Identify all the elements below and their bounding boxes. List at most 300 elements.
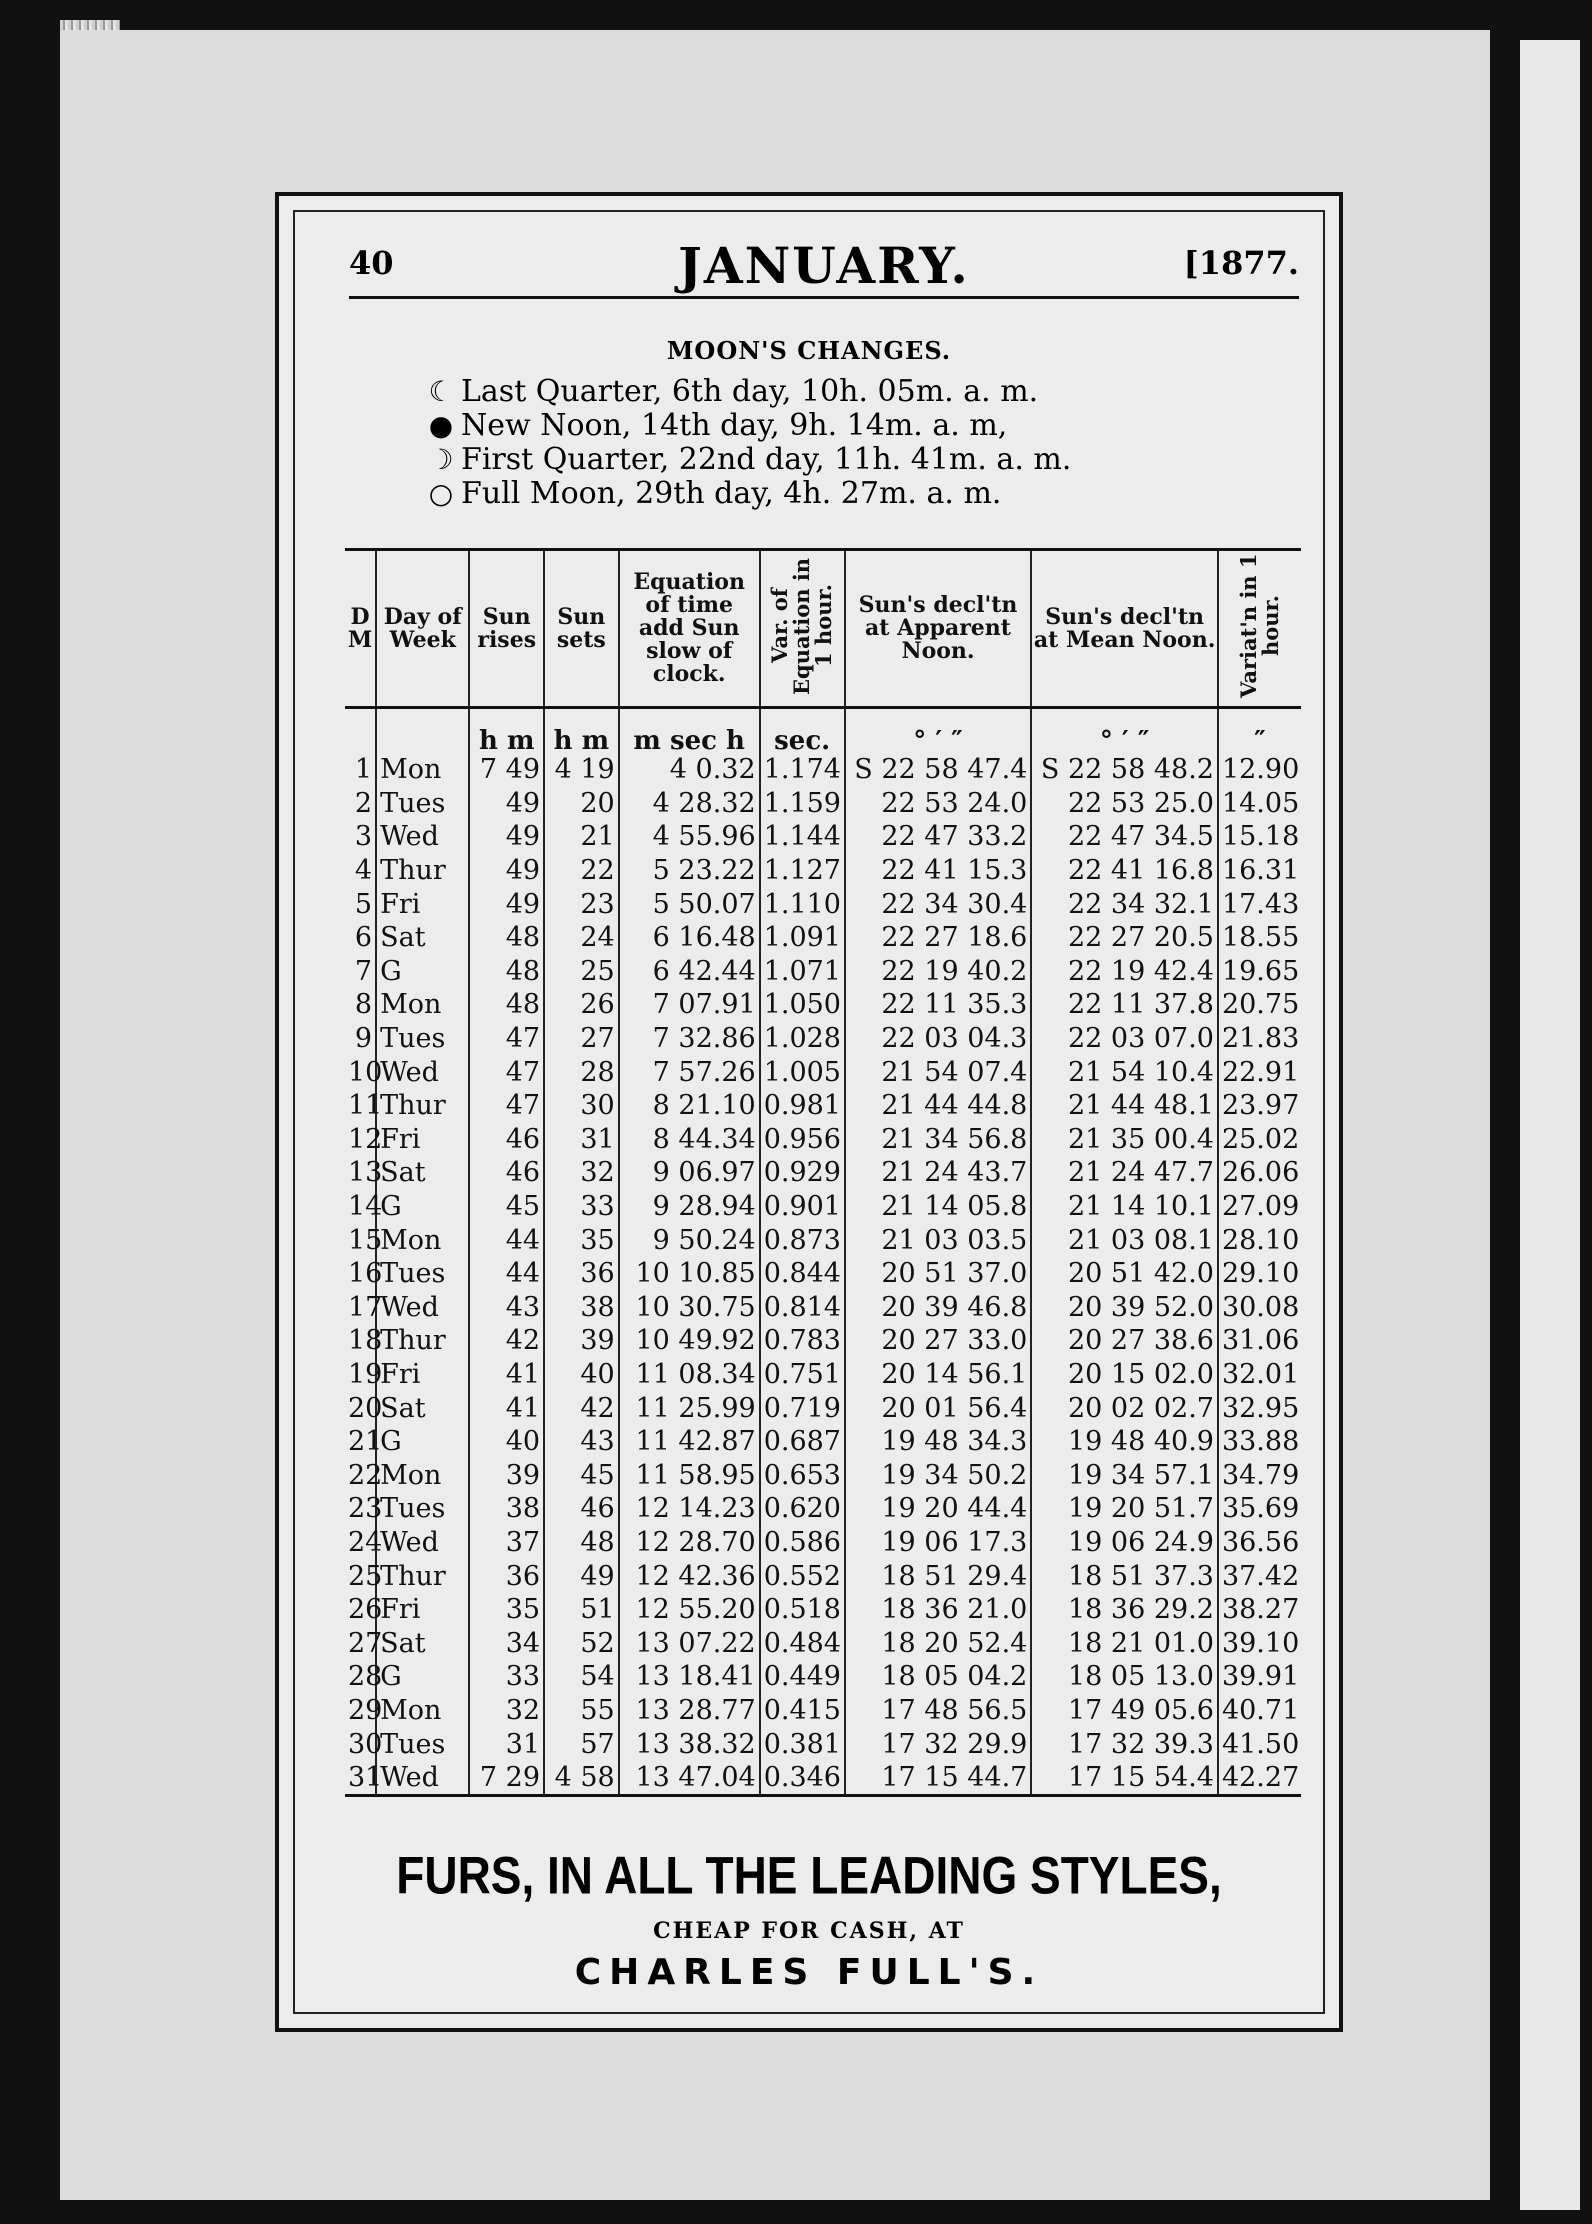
cell-decl-apparent-noon: 19 48 34.3 xyxy=(845,1425,1032,1459)
cell-equation-of-time: 12 55.20 xyxy=(619,1593,760,1627)
cell-day-of-week: G xyxy=(376,955,469,989)
cell-sun-rises: 46 xyxy=(469,1156,544,1190)
cell-decl-mean-noon: 18 05 13.0 xyxy=(1031,1660,1218,1694)
cell-sun-sets: 35 xyxy=(544,1223,619,1257)
cell-day-of-month: 14 xyxy=(348,1191,383,1223)
cell-equation-of-time: 13 28.77 xyxy=(619,1694,760,1728)
cell-var-equation: 0.449 xyxy=(760,1660,845,1694)
cell-day-of-month: 8 xyxy=(354,989,373,1021)
table-row xyxy=(345,1089,1301,1123)
cell-var-equation: 0.518 xyxy=(760,1593,845,1627)
cell-decl-apparent-noon: S 22 58 47.4 xyxy=(845,753,1032,787)
cell-sun-rises: 45 xyxy=(469,1190,544,1224)
cell-var-equation: 1.071 xyxy=(760,955,845,989)
cell-sun-sets: 55 xyxy=(544,1694,619,1728)
cell-equation-of-time: 13 18.41 xyxy=(619,1660,760,1694)
cell-sun-rises: 32 xyxy=(469,1694,544,1728)
cell-var-equation: 0.552 xyxy=(760,1559,845,1593)
cell-day-of-week: Mon xyxy=(376,753,469,787)
cell-variation-hour: 38.27 xyxy=(1218,1593,1301,1627)
cell-var-equation: 0.586 xyxy=(760,1526,845,1560)
cell-day-of-week: Wed xyxy=(376,820,469,854)
cell-decl-apparent-noon: 22 19 40.2 xyxy=(845,955,1032,989)
full-moon-icon: ○ xyxy=(428,476,454,510)
cell-decl-apparent-noon: 17 15 44.7 xyxy=(845,1761,1032,1796)
cell-sun-rises: 38 xyxy=(469,1492,544,1526)
cell-sun-rises: 49 xyxy=(469,820,544,854)
cell-day-of-week: Fri xyxy=(376,1123,469,1157)
cell-equation-of-time: 7 07.91 xyxy=(619,988,760,1022)
table-row xyxy=(345,1055,1301,1089)
cell-variation-hour: 27.09 xyxy=(1218,1190,1301,1224)
cell-sun-rises: 40 xyxy=(469,1425,544,1459)
cell-equation-of-time: 7 32.86 xyxy=(619,1022,760,1056)
cell-decl-apparent-noon: 17 32 29.9 xyxy=(845,1727,1032,1761)
cell-decl-apparent-noon: 21 14 05.8 xyxy=(845,1190,1032,1224)
cell-equation-of-time: 6 16.48 xyxy=(619,921,760,955)
cell-day-of-week: Fri xyxy=(376,1358,469,1392)
cell-day-of-month: 5 xyxy=(354,888,373,920)
cell-var-equation: 1.005 xyxy=(760,1055,845,1089)
cell-decl-mean-noon: 21 35 00.4 xyxy=(1031,1123,1218,1157)
cell-equation-of-time: 5 23.22 xyxy=(619,854,760,888)
cell-decl-apparent-noon: 20 01 56.4 xyxy=(845,1391,1032,1425)
cell-sun-sets: 28 xyxy=(544,1055,619,1089)
cell-decl-mean-noon: 17 15 54.4 xyxy=(1031,1761,1218,1796)
cell-sun-sets: 51 xyxy=(544,1593,619,1627)
cell-sun-rises: 42 xyxy=(469,1324,544,1358)
cell-sun-rises: 47 xyxy=(469,1089,544,1123)
cell-sun-sets: 23 xyxy=(544,887,619,921)
cell-sun-rises: 31 xyxy=(469,1727,544,1761)
cell-var-equation: 1.091 xyxy=(760,921,845,955)
page-number: 40 xyxy=(349,244,394,282)
unit-mean: ° ′ ″ xyxy=(1031,708,1218,754)
cell-day-of-month: 6 xyxy=(354,922,373,954)
cell-variation-hour: 25.02 xyxy=(1218,1123,1301,1157)
cell-day-of-week: Tues xyxy=(376,1492,469,1526)
cell-equation-of-time: 8 21.10 xyxy=(619,1089,760,1123)
cell-equation-of-time: 6 42.44 xyxy=(619,955,760,989)
cell-sun-rises: 48 xyxy=(469,955,544,989)
cell-decl-mean-noon: 20 02 02.7 xyxy=(1031,1391,1218,1425)
cell-sun-sets: 26 xyxy=(544,988,619,1022)
cell-day-of-month: 30 xyxy=(348,1728,383,1760)
cell-sun-rises: 36 xyxy=(469,1559,544,1593)
cell-sun-sets: 43 xyxy=(544,1425,619,1459)
cell-day-of-week: Thur xyxy=(376,1324,469,1358)
table-row xyxy=(345,1358,1301,1392)
cell-day-of-month: 25 xyxy=(348,1560,383,1592)
cell-day-of-week: Mon xyxy=(376,1223,469,1257)
cell-sun-rises: 49 xyxy=(469,887,544,921)
cell-variation-hour: 22.91 xyxy=(1218,1055,1301,1089)
almanac-frame xyxy=(275,192,1343,2032)
unit-variat: ″ xyxy=(1218,708,1301,754)
cell-sun-rises: 35 xyxy=(469,1593,544,1627)
table-row xyxy=(345,1727,1301,1761)
cell-sun-sets: 39 xyxy=(544,1324,619,1358)
cell-equation-of-time: 8 44.34 xyxy=(619,1123,760,1157)
cell-variation-hour: 30.08 xyxy=(1218,1291,1301,1325)
cell-var-equation: 1.159 xyxy=(760,787,845,821)
unit-var: sec. xyxy=(760,708,845,754)
table-row xyxy=(345,887,1301,921)
cell-day-of-week: Tues xyxy=(376,787,469,821)
unit-rises: h m xyxy=(469,708,544,754)
moon-phase-item xyxy=(421,408,1071,442)
cell-day-of-month: 27 xyxy=(348,1627,383,1659)
cell-decl-apparent-noon: 21 34 56.8 xyxy=(845,1123,1032,1157)
cell-decl-mean-noon: 18 51 37.3 xyxy=(1031,1559,1218,1593)
cell-decl-apparent-noon: 22 34 30.4 xyxy=(845,887,1032,921)
cell-var-equation: 1.110 xyxy=(760,887,845,921)
col-header-sets: Sun sets xyxy=(544,550,619,708)
cell-sun-rises: 48 xyxy=(469,988,544,1022)
cell-day-of-week: Tues xyxy=(376,1022,469,1056)
cell-decl-apparent-noon: 22 27 18.6 xyxy=(845,921,1032,955)
cell-decl-mean-noon: 21 44 48.1 xyxy=(1031,1089,1218,1123)
cell-sun-rises: 49 xyxy=(469,854,544,888)
cell-decl-mean-noon: 18 36 29.2 xyxy=(1031,1593,1218,1627)
moon-phase-text: Last Quarter, 6th day, 10h. 05m. a. m. xyxy=(461,373,1039,409)
cell-var-equation: 1.028 xyxy=(760,1022,845,1056)
cell-equation-of-time: 12 42.36 xyxy=(619,1559,760,1593)
cell-day-of-month: 13 xyxy=(348,1157,383,1189)
cell-variation-hour: 26.06 xyxy=(1218,1156,1301,1190)
cell-decl-apparent-noon: 17 48 56.5 xyxy=(845,1694,1032,1728)
cell-decl-mean-noon: 20 15 02.0 xyxy=(1031,1358,1218,1392)
cell-equation-of-time: 9 06.97 xyxy=(619,1156,760,1190)
cell-decl-mean-noon: 22 03 07.0 xyxy=(1031,1022,1218,1056)
cell-equation-of-time: 7 57.26 xyxy=(619,1055,760,1089)
table-row xyxy=(345,753,1301,787)
cell-decl-apparent-noon: 20 39 46.8 xyxy=(845,1291,1032,1325)
cell-sun-sets: 38 xyxy=(544,1291,619,1325)
cell-sun-sets: 20 xyxy=(544,787,619,821)
col-header-rises: Sun rises xyxy=(469,550,544,708)
table-row xyxy=(345,955,1301,989)
cell-var-equation: 0.346 xyxy=(760,1761,845,1796)
cell-decl-mean-noon: 22 27 20.5 xyxy=(1031,921,1218,955)
cell-sun-sets: 30 xyxy=(544,1089,619,1123)
cell-var-equation: 0.901 xyxy=(760,1190,845,1224)
cell-day-of-week: Thur xyxy=(376,854,469,888)
cell-sun-sets: 32 xyxy=(544,1156,619,1190)
cell-day-of-month: 10 xyxy=(348,1056,383,1088)
col-header-dm: D M xyxy=(345,550,376,708)
cell-variation-hour: 42.27 xyxy=(1218,1761,1301,1796)
cell-decl-apparent-noon: 22 47 33.2 xyxy=(845,820,1032,854)
cell-decl-mean-noon: 20 51 42.0 xyxy=(1031,1257,1218,1291)
col-header-variat: Variat'n in 1 hour. xyxy=(1235,553,1283,699)
cell-var-equation: 1.050 xyxy=(760,988,845,1022)
cell-variation-hour: 39.10 xyxy=(1218,1626,1301,1660)
cell-sun-sets: 48 xyxy=(544,1526,619,1560)
cell-decl-mean-noon: 21 54 10.4 xyxy=(1031,1055,1218,1089)
cell-sun-sets: 57 xyxy=(544,1727,619,1761)
table-row xyxy=(345,1391,1301,1425)
ad-headline: FURS, IN ALL THE LEADING STYLES, xyxy=(396,1845,1222,1905)
cell-variation-hour: 17.43 xyxy=(1218,887,1301,921)
page-title: JANUARY. xyxy=(678,236,970,295)
cell-sun-sets: 54 xyxy=(544,1660,619,1694)
cell-variation-hour: 20.75 xyxy=(1218,988,1301,1022)
cell-day-of-week: G xyxy=(376,1190,469,1224)
cell-variation-hour: 31.06 xyxy=(1218,1324,1301,1358)
cell-equation-of-time: 10 30.75 xyxy=(619,1291,760,1325)
table-row xyxy=(345,820,1301,854)
unit-equation: m sec h xyxy=(619,708,760,754)
cell-decl-apparent-noon: 18 20 52.4 xyxy=(845,1626,1032,1660)
cell-sun-sets: 4 19 xyxy=(544,753,619,787)
cell-variation-hour: 40.71 xyxy=(1218,1694,1301,1728)
moon-phase-text: New Noon, 14th day, 9h. 14m. a. m, xyxy=(461,407,1008,443)
cell-decl-apparent-noon: 21 24 43.7 xyxy=(845,1156,1032,1190)
moon-phase-text: First Quarter, 22nd day, 11h. 41m. a. m. xyxy=(461,441,1072,477)
cell-variation-hour: 33.88 xyxy=(1218,1425,1301,1459)
cell-day-of-month: 1 xyxy=(354,754,373,786)
cell-day-of-week: G xyxy=(376,1425,469,1459)
cell-equation-of-time: 13 47.04 xyxy=(619,1761,760,1796)
cell-equation-of-time: 11 25.99 xyxy=(619,1391,760,1425)
cell-equation-of-time: 4 55.96 xyxy=(619,820,760,854)
cell-equation-of-time: 11 42.87 xyxy=(619,1425,760,1459)
cell-day-of-week: Sat xyxy=(376,921,469,955)
cell-variation-hour: 41.50 xyxy=(1218,1727,1301,1761)
cell-decl-mean-noon: S 22 58 48.2 xyxy=(1031,753,1218,787)
cell-var-equation: 0.929 xyxy=(760,1156,845,1190)
cell-day-of-week: Mon xyxy=(376,1458,469,1492)
cell-decl-apparent-noon: 22 41 15.3 xyxy=(845,854,1032,888)
cell-day-of-month: 20 xyxy=(348,1392,383,1424)
cell-sun-rises: 37 xyxy=(469,1526,544,1560)
cell-decl-apparent-noon: 19 20 44.4 xyxy=(845,1492,1032,1526)
year-label: [1877. xyxy=(1183,244,1299,282)
cell-day-of-month: 23 xyxy=(348,1493,383,1525)
cell-sun-sets: 46 xyxy=(544,1492,619,1526)
cell-day-of-month: 4 xyxy=(354,855,373,887)
cell-sun-sets: 45 xyxy=(544,1458,619,1492)
cell-day-of-month: 9 xyxy=(354,1023,373,1055)
cell-sun-rises: 33 xyxy=(469,1660,544,1694)
cell-day-of-week: Mon xyxy=(376,988,469,1022)
cell-day-of-month: 21 xyxy=(348,1426,383,1458)
cell-decl-apparent-noon: 18 05 04.2 xyxy=(845,1660,1032,1694)
cell-sun-sets: 33 xyxy=(544,1190,619,1224)
cell-sun-sets: 52 xyxy=(544,1626,619,1660)
table-row xyxy=(345,988,1301,1022)
cell-day-of-week: Tues xyxy=(376,1727,469,1761)
cell-day-of-week: Wed xyxy=(376,1761,469,1796)
cell-variation-hour: 21.83 xyxy=(1218,1022,1301,1056)
cell-decl-apparent-noon: 21 54 07.4 xyxy=(845,1055,1032,1089)
table-row xyxy=(345,1425,1301,1459)
cell-sun-rises: 46 xyxy=(469,1123,544,1157)
cell-day-of-month: 12 xyxy=(348,1123,383,1155)
table-row xyxy=(345,1223,1301,1257)
moon-phase-item xyxy=(421,476,1071,510)
cell-day-of-month: 15 xyxy=(348,1224,383,1256)
cell-day-of-month: 24 xyxy=(348,1526,383,1558)
cell-equation-of-time: 4 28.32 xyxy=(619,787,760,821)
cell-day-of-month: 11 xyxy=(348,1090,383,1122)
cell-sun-sets: 22 xyxy=(544,854,619,888)
cell-var-equation: 0.484 xyxy=(760,1626,845,1660)
moon-phases-list xyxy=(421,374,1071,510)
cell-day-of-month: 28 xyxy=(348,1661,383,1693)
cell-variation-hour: 32.01 xyxy=(1218,1358,1301,1392)
table-row xyxy=(345,921,1301,955)
cell-decl-mean-noon: 22 41 16.8 xyxy=(1031,854,1218,888)
page-header xyxy=(349,236,1299,299)
cell-sun-sets: 31 xyxy=(544,1123,619,1157)
cell-day-of-week: Sat xyxy=(376,1156,469,1190)
table-row xyxy=(345,1694,1301,1728)
col-header-var: Var. of Equation in 1 hour. xyxy=(767,557,837,695)
cell-equation-of-time: 4 0.32 xyxy=(619,753,760,787)
table-row xyxy=(345,854,1301,888)
cell-var-equation: 0.415 xyxy=(760,1694,845,1728)
cell-variation-hour: 16.31 xyxy=(1218,854,1301,888)
cell-sun-rises: 41 xyxy=(469,1391,544,1425)
cell-equation-of-time: 5 50.07 xyxy=(619,887,760,921)
cell-decl-mean-noon: 22 19 42.4 xyxy=(1031,955,1218,989)
table-row xyxy=(345,1190,1301,1224)
cell-sun-sets: 40 xyxy=(544,1358,619,1392)
table-row xyxy=(345,1156,1301,1190)
cell-sun-sets: 27 xyxy=(544,1022,619,1056)
cell-var-equation: 0.783 xyxy=(760,1324,845,1358)
cell-equation-of-time: 9 28.94 xyxy=(619,1190,760,1224)
cell-var-equation: 0.687 xyxy=(760,1425,845,1459)
cell-day-of-month: 22 xyxy=(348,1459,383,1491)
cell-decl-apparent-noon: 20 27 33.0 xyxy=(845,1324,1032,1358)
cell-day-of-month: 17 xyxy=(348,1291,383,1323)
cell-decl-apparent-noon: 18 51 29.4 xyxy=(845,1559,1032,1593)
cell-variation-hour: 19.65 xyxy=(1218,955,1301,989)
cell-sun-sets: 25 xyxy=(544,955,619,989)
cell-decl-mean-noon: 19 06 24.9 xyxy=(1031,1526,1218,1560)
cell-sun-rises: 48 xyxy=(469,921,544,955)
cell-day-of-month: 2 xyxy=(354,787,373,819)
cell-equation-of-time: 12 28.70 xyxy=(619,1526,760,1560)
last-quarter-moon-icon: ☾ xyxy=(428,374,454,408)
cell-day-of-month: 3 xyxy=(354,821,373,853)
cell-variation-hour: 36.56 xyxy=(1218,1526,1301,1560)
facing-page-edge xyxy=(1520,40,1580,2210)
cell-equation-of-time: 13 07.22 xyxy=(619,1626,760,1660)
cell-decl-apparent-noon: 21 03 03.5 xyxy=(845,1223,1032,1257)
cell-decl-mean-noon: 17 32 39.3 xyxy=(1031,1727,1218,1761)
cell-sun-rises: 39 xyxy=(469,1458,544,1492)
almanac-table xyxy=(345,548,1301,1797)
cell-day-of-week: Wed xyxy=(376,1526,469,1560)
cell-sun-sets: 36 xyxy=(544,1257,619,1291)
cell-decl-mean-noon: 22 11 37.8 xyxy=(1031,988,1218,1022)
cell-day-of-week: Fri xyxy=(376,887,469,921)
cell-variation-hour: 32.95 xyxy=(1218,1391,1301,1425)
table-row xyxy=(345,1291,1301,1325)
cell-equation-of-time: 10 49.92 xyxy=(619,1324,760,1358)
cell-variation-hour: 39.91 xyxy=(1218,1660,1301,1694)
table-row xyxy=(345,1022,1301,1056)
cell-decl-mean-noon: 20 27 38.6 xyxy=(1031,1324,1218,1358)
cell-day-of-month: 31 xyxy=(345,1761,376,1796)
cell-decl-mean-noon: 22 47 34.5 xyxy=(1031,820,1218,854)
table-row xyxy=(345,1458,1301,1492)
cell-sun-sets: 21 xyxy=(544,820,619,854)
cell-decl-apparent-noon: 21 44 44.8 xyxy=(845,1089,1032,1123)
cell-equation-of-time: 9 50.24 xyxy=(619,1223,760,1257)
cell-variation-hour: 35.69 xyxy=(1218,1492,1301,1526)
table-row xyxy=(345,1626,1301,1660)
cell-day-of-week: Thur xyxy=(376,1559,469,1593)
table-row xyxy=(345,1492,1301,1526)
cell-day-of-month: 18 xyxy=(348,1325,383,1357)
cell-variation-hour: 12.90 xyxy=(1218,753,1301,787)
cell-decl-apparent-noon: 22 53 24.0 xyxy=(845,787,1032,821)
col-header-apparent: Sun's decl'tn at Apparent Noon. xyxy=(845,550,1032,708)
table-row xyxy=(345,1660,1301,1694)
cell-decl-mean-noon: 17 49 05.6 xyxy=(1031,1694,1218,1728)
col-header-equation: Equation of time add Sun slow of clock. xyxy=(619,550,760,708)
cell-var-equation: 0.653 xyxy=(760,1458,845,1492)
cell-sun-sets: 49 xyxy=(544,1559,619,1593)
cell-sun-rises: 49 xyxy=(469,787,544,821)
cell-day-of-week: Tues xyxy=(376,1257,469,1291)
cell-decl-mean-noon: 20 39 52.0 xyxy=(1031,1291,1218,1325)
cell-equation-of-time: 11 58.95 xyxy=(619,1458,760,1492)
cell-var-equation: 0.381 xyxy=(760,1727,845,1761)
cell-decl-apparent-noon: 19 34 50.2 xyxy=(845,1458,1032,1492)
cell-day-of-month: 16 xyxy=(348,1258,383,1290)
cell-var-equation: 0.981 xyxy=(760,1089,845,1123)
cell-variation-hour: 34.79 xyxy=(1218,1458,1301,1492)
cell-var-equation: 0.844 xyxy=(760,1257,845,1291)
cell-sun-rises: 43 xyxy=(469,1291,544,1325)
cell-sun-sets: 4 58 xyxy=(544,1761,619,1796)
cell-sun-rises: 47 xyxy=(469,1022,544,1056)
cell-day-of-week: Fri xyxy=(376,1593,469,1627)
cell-sun-rises: 7 49 xyxy=(469,753,544,787)
cell-day-of-week: Wed xyxy=(376,1291,469,1325)
cell-decl-apparent-noon: 22 11 35.3 xyxy=(845,988,1032,1022)
cell-day-of-week: Sat xyxy=(376,1626,469,1660)
cell-var-equation: 0.814 xyxy=(760,1291,845,1325)
cell-var-equation: 0.719 xyxy=(760,1391,845,1425)
cell-var-equation: 1.174 xyxy=(760,753,845,787)
cell-variation-hour: 15.18 xyxy=(1218,820,1301,854)
cell-var-equation: 0.751 xyxy=(760,1358,845,1392)
cell-variation-hour: 37.42 xyxy=(1218,1559,1301,1593)
moon-changes-title: MOON'S CHANGES. xyxy=(666,336,952,365)
ad-subline: CHEAP FOR CASH, AT xyxy=(653,1918,965,1944)
cell-day-of-month: 29 xyxy=(348,1694,383,1726)
cell-var-equation: 1.144 xyxy=(760,820,845,854)
cell-decl-mean-noon: 19 20 51.7 xyxy=(1031,1492,1218,1526)
cell-sun-rises: 47 xyxy=(469,1055,544,1089)
cell-decl-mean-noon: 21 14 10.1 xyxy=(1031,1190,1218,1224)
new-moon-icon: ● xyxy=(428,408,454,442)
ad-merchant: CHARLES FULL'S. xyxy=(574,1952,1044,1993)
cell-decl-mean-noon: 22 53 25.0 xyxy=(1031,787,1218,821)
cell-sun-sets: 42 xyxy=(544,1391,619,1425)
cell-sun-sets: 24 xyxy=(544,921,619,955)
cell-var-equation: 0.620 xyxy=(760,1492,845,1526)
cell-var-equation: 1.127 xyxy=(760,854,845,888)
col-header-mean: Sun's decl'tn at Mean Noon. xyxy=(1031,550,1218,708)
